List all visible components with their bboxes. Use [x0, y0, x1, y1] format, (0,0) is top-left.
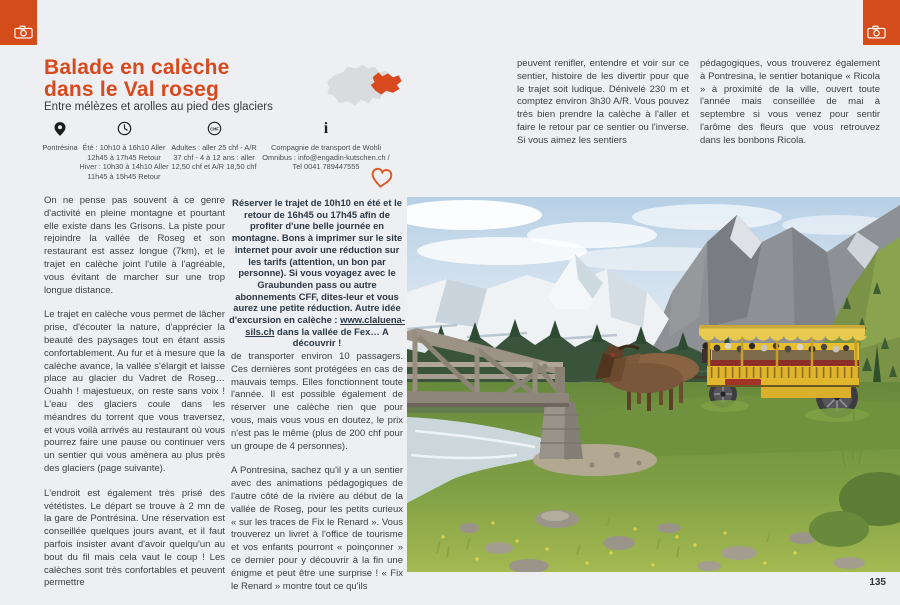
contact-line: Compagnie de transport de Wohli	[271, 143, 381, 152]
tip-text: dans la vallée de Fex… A découvrir !	[274, 325, 389, 349]
paragraph: A Pontresina, sachez qu'il y a un sentier avec des animations pédagogiques de l'autre côté de la rivière au début de la vallée de Roseg, pour les petits curieux « sur les traces de Fix le Renard ». Vous trouverez un livret à l'office de tourisme et vos enfants pourront « poinçonner » ce dernier pour y découvrir à la fin une énigme et peut être une surprise ! « Fix le Renard » montre tout ce qu'ils	[231, 465, 403, 592]
info-icon: i	[323, 119, 329, 137]
page-subtitle: Entre mélèzes et arolles au pied des glaciers	[44, 101, 273, 113]
location-text: Pontrésina	[42, 143, 78, 152]
page-number: 135	[869, 577, 886, 588]
paragraph: L'endroit est également très prisé des vététistes. Le départ se trouve à 2 mn de la gare de Pontrésina. Une réservation est conseillée quelques jours avant, et il faut parfois insister avant d'avoir quelqu'un au bout du fil mais cela vaut le coup ! Les calèches sont très confortables et peuvent permettre	[44, 487, 225, 589]
paragraph: de transporter environ 10 passagers. Ces dernières sont protégées en cas de mauvais temps. Elles fonctionnent toute l'année. Il est possible également de réserver une calèche rien que pour vous, mais vous vous en doutez, le prix n'est pas le même (plus de 200 chf pour un groupe de 4 personnes).	[231, 351, 403, 452]
switzerland-map	[316, 56, 408, 114]
paragraph: On ne pense pas souvent à ce genre d'activité en pleine montagne et pourtant elle existe dans les Grisons. La piste pour rejoindre la vallée de Roseg et son restaurant est assez longue (7km), et le trajet en calèche joint l'utile à l'agréable, vous évitant de marcher sur une trop longue distance.	[44, 195, 225, 296]
tip-box	[229, 197, 405, 349]
camera-icon	[14, 25, 33, 39]
price-line: 12,50 chf et A/R 18,50 chf	[171, 162, 257, 172]
schedule-line: 12h45 à 17h45 Retour	[87, 152, 161, 162]
price-line: Adultes : aller 25 chf - A/R	[171, 143, 257, 152]
schedule-line: Été : 10h10 à 16h10 Aller	[82, 143, 166, 152]
page-title-line1: Balade en calèche	[44, 56, 230, 79]
heart-icon	[369, 166, 395, 191]
contact-line: Tel 0041 789447555	[292, 162, 360, 172]
tip-url-link[interactable]: www.claluena-sils.ch	[245, 314, 405, 337]
chf-coin-label: CHF	[209, 126, 219, 132]
photo-val-roseg-carriage	[407, 197, 900, 572]
paragraph: peuvent renifler, entendre et voir sur ce sentier, histoire de les divertir pour que le trajet soit ludique. Dénivelé 230 m et comptez environ 3h30 A/R. Vous pouvez très bien prendre la calèche à l'aller et faire le retour par ce sentier ou l'inverse. Si vous aimez les sentiers	[517, 58, 689, 146]
tip-text: Réserver le trajet de 10h10 en été et le retour de 16h45 ou 17h45 afin de profiter d'une belle journée en montagne. Bons à imprimer sur le site internet pour avoir une réduction sur les tarifs (attention, un bon par personne). Si vous voyagez avec le Graubunden pass ou autre abonnements CFF, dites-leur et vous aurez une petite réduction. Autre idée d'excursion en calèche :	[229, 197, 403, 326]
page-title	[44, 57, 230, 100]
camera-icon	[867, 25, 886, 39]
contact-line: Omnibus : info@engadin-kutschen.ch /	[262, 152, 390, 162]
text-column-2	[231, 351, 403, 605]
text-column-1	[44, 195, 225, 602]
schedule-line: 11h45 à 15h45 Retour	[87, 171, 161, 181]
info-contact	[244, 120, 408, 172]
text-column-3	[517, 58, 689, 160]
text-column-4	[700, 58, 880, 160]
paragraph: pédagogiques, vous trouverez également à Pontresina, le sentier botanique « Ricola » à proximité de la ville, ouvert toute l'année mais conseillée de mai à septembre si vous venez pour sentir l'arôme des fleurs que vous retrouvez dans les bonbons Ricola.	[700, 58, 880, 146]
paragraph: Le trajet en calèche vous permet de lâcher prise, d'écouter la nature, d'apprécier la beauté des paysages tout en étant assis confortablement. Au fur et à mesure que la calèche avance, la vallée s'élargit et laisse place au glacier du Vadret de Roseg… Ouahh ! majestueux, on reste sans voix ! L'eau des glaciers coule dans les méandres du torrent que vous traversez, et vous voilà arrivés au restaurant où vous pourrez faire une pause ou continuer vers un sentier qui vous amènera au plus près des glaciers (page suivante).	[44, 309, 225, 474]
price-line: 37 chf - 4 à 12 ans : aller	[173, 152, 255, 162]
corner-tab-left	[0, 0, 37, 45]
schedule-line: Hiver : 10h30 à 14h10 Aller	[79, 162, 169, 172]
corner-tab-right	[863, 0, 900, 45]
page-title-line2: dans le Val roseg	[44, 77, 219, 101]
